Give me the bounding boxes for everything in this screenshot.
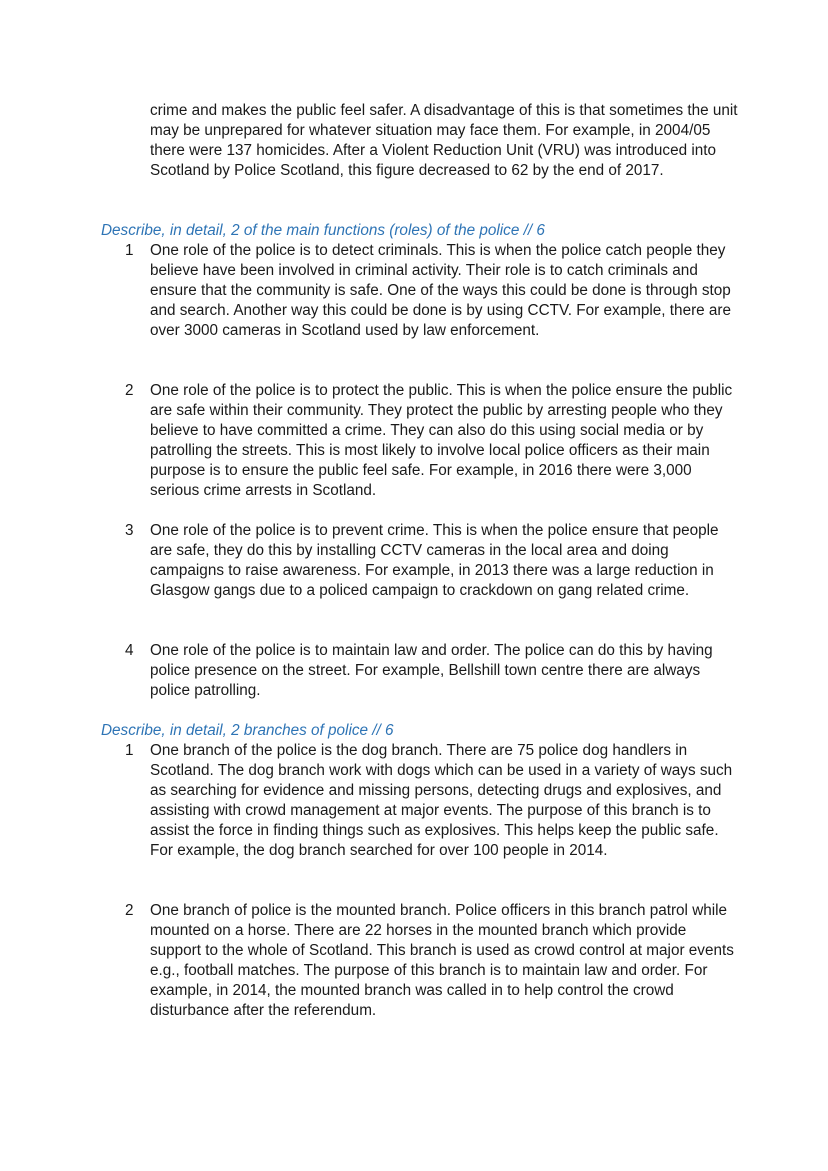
section-heading-branches: Describe, in detail, 2 branches of police // 6 <box>101 722 394 739</box>
list-item-text: One role of the police is to detect criminals. This is when the police catch people they believe have been involved in criminal activity. Their role is to catch criminals and ensure that the community is safe. One of the ways this could be done is through stop and search. Another way this could be done is by using CCTV. For example, there are over 3000 cameras in Scotland used by law enforcement. <box>150 242 732 339</box>
list-item-number: 1 <box>125 242 134 259</box>
list-item-number: 2 <box>125 382 134 399</box>
list-item-text: One role of the police is to maintain law and order. The police can do this by having police presence on the street. For example, Bellshill town centre there are always police patrolling. <box>150 642 713 699</box>
list-item-number: 3 <box>125 522 134 539</box>
list-item-text: One role of the police is to prevent crime. This is when the police ensure that people are safe, they do this by installing CCTV cameras in the local area and doing campaigns to raise awareness. For example, in 2013 there was a large reduction in Glasgow gangs due to a policed campaign to crackdown on gang related crime. <box>150 522 719 599</box>
list-item-number: 2 <box>125 902 134 919</box>
list-item-text: One branch of the police is the dog branch. There are 75 police dog handlers in Scotland. The dog branch work with dogs which can be used in a variety of ways such as searching for evidence and missing persons, detecting drugs and explosives, and assisting with crowd management at major events. The purpose of this branch is to assist the force in finding things such as explosives. This helps keep the public safe. For example, the dog branch searched for over 100 people in 2014. <box>150 742 733 859</box>
list-item-number: 1 <box>125 742 134 759</box>
intro-paragraph: crime and makes the public feel safer. A disadvantage of this is that sometimes the unit may be unprepared for whatever situation may face them. For example, in 2004/05 there were 137 homicides. After a Violent Reduction Unit (VRU) was introduced into Scotland by Police Scotland, this figure decreased to 62 by the end of 2017. <box>150 102 738 179</box>
section-heading-functions: Describe, in detail, 2 of the main functions (roles) of the police // 6 <box>101 222 545 239</box>
list-item-text: One role of the police is to protect the public. This is when the police ensure the public are safe within their community. They protect the public by arresting people who they believe to have committed a crime. They can also do this using social media or by patrolling the streets. This is most likely to involve local police officers as their main purpose is to ensure the public feel safe. For example, in 2016 there were 3,000 serious crime arrests in Scotland. <box>150 382 733 499</box>
list-item-number: 4 <box>125 642 134 659</box>
list-item-text: One branch of police is the mounted branch. Police officers in this branch patrol while mounted on a horse. There are 22 horses in the mounted branch which provide support to the whole of Scotland. This branch is used as crowd control at major events e.g., football matches. The purpose of this branch is to maintain law and order. For example, in 2014, the mounted branch was called in to help control the crowd disturbance after the referendum. <box>150 902 734 1019</box>
